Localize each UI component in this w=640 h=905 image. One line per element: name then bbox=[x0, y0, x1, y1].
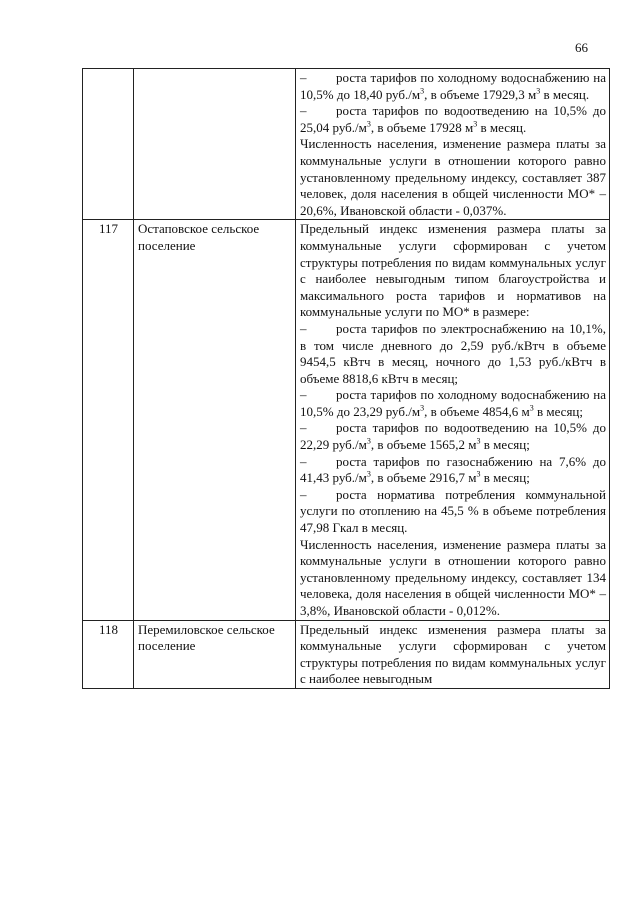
row-number: 117 bbox=[83, 220, 134, 620]
description-cell bbox=[296, 220, 610, 620]
table-body bbox=[83, 69, 610, 689]
paragraph bbox=[300, 537, 606, 620]
row-number bbox=[83, 69, 134, 220]
dash-marker: – bbox=[300, 453, 307, 469]
text: Численность населения, изменение размера платы за коммунальные услуги в отношении которого равно установленному предельному индексу, составляет 134 человека, доля населения в общей численности МО* – 3,8%, Ивановской области - 0,012%. bbox=[300, 536, 606, 618]
municipality-name: Остаповское сельское поселение bbox=[134, 220, 296, 620]
municipality-name bbox=[134, 69, 296, 220]
text: роста тарифов по водоотведению на 10,5% до 25,04 $руб./м^3$, в объеме 17928 $м^3$ в месяц. bbox=[300, 103, 606, 135]
text: роста тарифов по холодному водоснабжению на 10,5% до 18,40 $руб./м^3$, в объеме 17929,3 $м^3$ в месяц. bbox=[300, 70, 606, 102]
dash-marker: – bbox=[300, 70, 307, 85]
bullet-item bbox=[300, 420, 606, 453]
dash-marker: – bbox=[300, 387, 307, 403]
text: Предельный индекс изменения размера платы за коммунальные услуги сформирован с учетом структуры потребления по видам коммунальных услуг с наиболее невыгодным типом благоустройства и максимального роста тарифов и нормативов на коммунальные услуги по МО* в размере: bbox=[300, 221, 606, 320]
dash-marker: – bbox=[300, 103, 307, 119]
text: роста тарифов по электроснабжению на 10,1%, в том числе дневного до 2,59 руб./кВтч в объеме 9454,5 кВтч в месяц, ночного до 1,53 руб./кВтч в объеме 8818,6 кВтч в месяц; bbox=[300, 320, 606, 386]
paragraph bbox=[300, 136, 606, 219]
data-table bbox=[82, 68, 610, 689]
text: роста норматива потребления коммунальной услуги по отоплению на 45,5 % в объеме потребления 47,98 Гкал в месяц. bbox=[300, 486, 606, 536]
row-number: 118 bbox=[83, 620, 134, 688]
dash-marker: – bbox=[300, 420, 307, 436]
text: роста тарифов по водоотведению на 10,5% до 22,29 $руб./м^3$, в объеме 1565,2 $м^3$ в месяц; bbox=[300, 420, 606, 453]
bullet-item bbox=[300, 387, 606, 420]
bullet-item bbox=[300, 454, 606, 487]
table-row bbox=[83, 220, 610, 620]
text: Численность населения, изменение размера платы за коммунальные услуги в отношении которого равно установленному предельному индексу, составляет 387 человек, доля населения в общей численности МО* – 20,6%, Ивановской области - 0,037%. bbox=[300, 136, 606, 218]
paragraph bbox=[300, 622, 606, 688]
description-cell bbox=[296, 620, 610, 688]
bullet-item bbox=[300, 103, 606, 136]
text: роста тарифов по холодному водоснабжению на 10,5% до 23,29 $руб./м^3$, в объеме 4854,6 $м^3$ в месяц; bbox=[300, 387, 606, 419]
bullet-item bbox=[300, 321, 606, 387]
bullet-item bbox=[300, 487, 606, 537]
page-number: 66 bbox=[575, 40, 588, 55]
bullet-item bbox=[300, 70, 606, 103]
table-row bbox=[83, 620, 610, 688]
paragraph bbox=[300, 221, 606, 321]
table-row bbox=[83, 69, 610, 220]
text: роста тарифов по газоснабжению на 7,6% до 41,43 $руб./м^3$, в объеме 2916,7 $м^3$ в месяц; bbox=[300, 453, 606, 486]
municipality-name: Перемиловское сельское поселение bbox=[134, 620, 296, 688]
dash-marker: – bbox=[300, 486, 307, 502]
text: Предельный индекс изменения размера платы за коммунальные услуги сформирован с учетом структуры потребления по видам коммунальных услуг с наиболее невыгодным bbox=[300, 621, 606, 687]
dash-marker: – bbox=[300, 320, 307, 336]
description-cell bbox=[296, 69, 610, 220]
